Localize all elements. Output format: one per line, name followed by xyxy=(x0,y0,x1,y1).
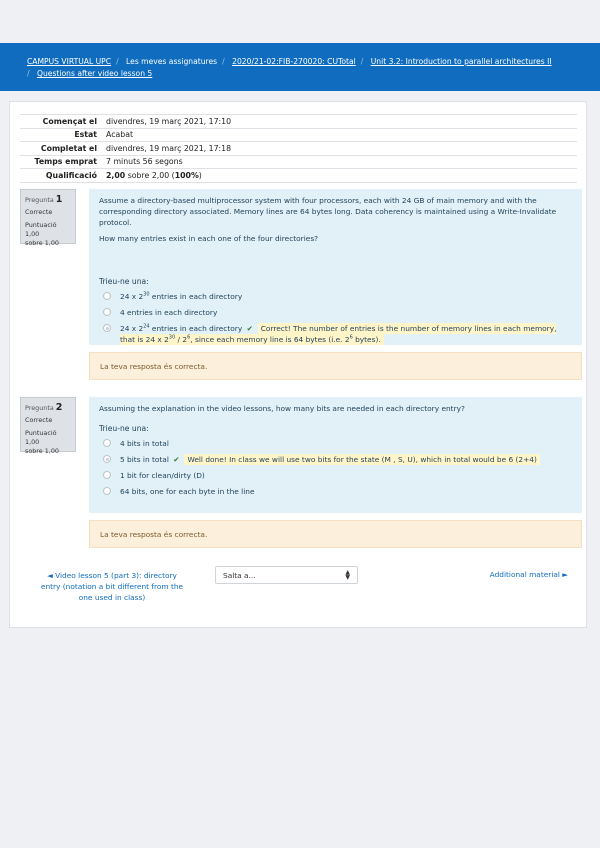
summary-value: Acabat xyxy=(103,128,577,142)
summary-row-started xyxy=(20,115,577,129)
grade-text-end: ) xyxy=(198,170,202,180)
question-2-outcome: La teva resposta és correcta. xyxy=(89,520,582,548)
check-icon: ✔ xyxy=(173,455,180,464)
summary-label: Estat xyxy=(20,128,103,142)
radio-button[interactable] xyxy=(103,308,111,316)
select-arrows-icon: ▲ ▼ xyxy=(345,569,350,581)
breadcrumb-my-courses[interactable]: Les meves assignatures xyxy=(126,57,218,66)
answer-feedback: Correct! The number of entries is the number of memory lines in each memory, that is 24 x $2^{30} / 2^6$, since each memory line is 64 bytes (i.e. $2^6$ bytes). xyxy=(120,324,557,344)
breadcrumb-separator: / xyxy=(116,57,119,66)
answer-option-d[interactable]: 64 bits, one for each byte in the line xyxy=(99,486,572,498)
summary-label: Començat el xyxy=(20,115,103,129)
attempt-summary-table xyxy=(20,114,577,183)
page-header xyxy=(0,43,600,91)
question-1-info xyxy=(20,189,76,247)
answer-option-b[interactable]: 5 bits in total ✔ Well done! In class we will use two bits for the state (M , S, U), which in total would be 6 (2+4) xyxy=(99,454,572,466)
answer-option-c[interactable]: 1 bit for clean/dirty (D) xyxy=(99,470,572,482)
breadcrumb-separator: / xyxy=(222,57,225,66)
question-2-content xyxy=(89,397,582,513)
breadcrumb xyxy=(27,56,573,80)
summary-row-completed xyxy=(20,142,577,156)
question-number: Pregunta 1 xyxy=(25,194,63,205)
radio-button-selected[interactable] xyxy=(103,324,111,332)
radio-button[interactable] xyxy=(103,439,111,447)
question-grade: Puntuació 1,00 sobre 1,00 xyxy=(25,429,59,455)
answer-option-b[interactable]: 4 entries in each directory xyxy=(99,307,572,319)
spacer xyxy=(99,249,572,271)
grade-score: 2,00 xyxy=(106,170,126,180)
question-1-outcome: La teva resposta és correcta. xyxy=(89,352,582,380)
answer-option-c[interactable]: 24 x $2^{24}$ entries in each directory ✔ Correct! The number of entries is the number of memory lines in each memory, that is 24 x $2^{30} / 2^6$, since each memory line is 64 bytes (i.e. $2^6$ bytes). xyxy=(99,323,572,345)
radio-button[interactable] xyxy=(103,292,111,300)
grade-text: sobre 2,00 ( xyxy=(125,170,175,180)
summary-label: Completat el xyxy=(20,142,103,156)
question-text: Assume a directory-based multiprocessor system with four processors, each with 24 GB of main memory and with the corresponding directory associated. Memory lines are 64 bytes long. Data coherency is maintained using a Write-Invalidate protocol. xyxy=(99,196,557,227)
quiz-review-panel xyxy=(9,101,587,628)
question-state: Correcte xyxy=(25,208,53,216)
summary-value: 7 minuts 56 segons xyxy=(103,155,577,169)
top-margin xyxy=(0,0,600,43)
summary-row-grade xyxy=(20,169,577,183)
jump-to-select[interactable]: Salta a... ▲ ▼ xyxy=(215,566,358,584)
question-grade: Puntuació 1,00 sobre 1,00 xyxy=(25,221,59,247)
radio-button[interactable] xyxy=(103,471,111,479)
summary-value: divendres, 19 març 2021, 17:18 xyxy=(103,142,577,156)
question-number: Pregunta 2 xyxy=(25,402,63,413)
answer-feedback: Well done! In class we will use two bits for the state (M , S, U), which in total would be 6 (2+4) xyxy=(184,454,539,465)
check-icon: ✔ xyxy=(246,324,253,333)
answer-option-a[interactable]: 24 x $2^{30}$ entries in each directory xyxy=(99,291,572,303)
summary-row-time xyxy=(20,155,577,169)
summary-label: Qualificació xyxy=(20,169,103,183)
answer-option-a[interactable]: 4 bits in total xyxy=(99,438,572,450)
question-1-content xyxy=(89,189,582,345)
answer-prompt: Trieu-ne una: xyxy=(99,424,149,433)
summary-row-state xyxy=(20,128,577,142)
grade-percent: 100% xyxy=(174,170,199,180)
radio-button[interactable] xyxy=(103,487,111,495)
next-activity-link[interactable]: Additional material ► xyxy=(489,570,568,579)
question-state: Correcte xyxy=(25,416,53,424)
question-text: Assuming the explanation in the video lessons, how many bits are needed in each directory entry? xyxy=(99,404,465,413)
answer-prompt: Trieu-ne una: xyxy=(99,277,149,286)
question-2-info xyxy=(20,397,76,455)
radio-button-selected[interactable] xyxy=(103,455,111,463)
previous-activity-link[interactable]: ◄ Video lesson 5 (part 3): directory entry (notation a bit different from the one used in class) xyxy=(40,571,184,602)
summary-value xyxy=(103,169,577,183)
question-text: How many entries exist in each one of the four directories? xyxy=(99,234,319,243)
breadcrumb-unit[interactable]: Unit 3.2: Introduction to parallel architectures II xyxy=(370,57,552,66)
summary-value: divendres, 19 març 2021, 17:10 xyxy=(103,115,577,129)
breadcrumb-separator: / xyxy=(27,69,30,78)
breadcrumb-course[interactable]: 2020/21-02:FIB-270020: CUTotal xyxy=(232,57,356,66)
breadcrumb-separator: / xyxy=(360,57,364,66)
breadcrumb-campus[interactable]: CAMPUS VIRTUAL UPC xyxy=(27,57,112,66)
summary-label: Temps emprat xyxy=(20,155,103,169)
breadcrumb-quiz[interactable]: Questions after video lesson 5 xyxy=(36,69,153,78)
